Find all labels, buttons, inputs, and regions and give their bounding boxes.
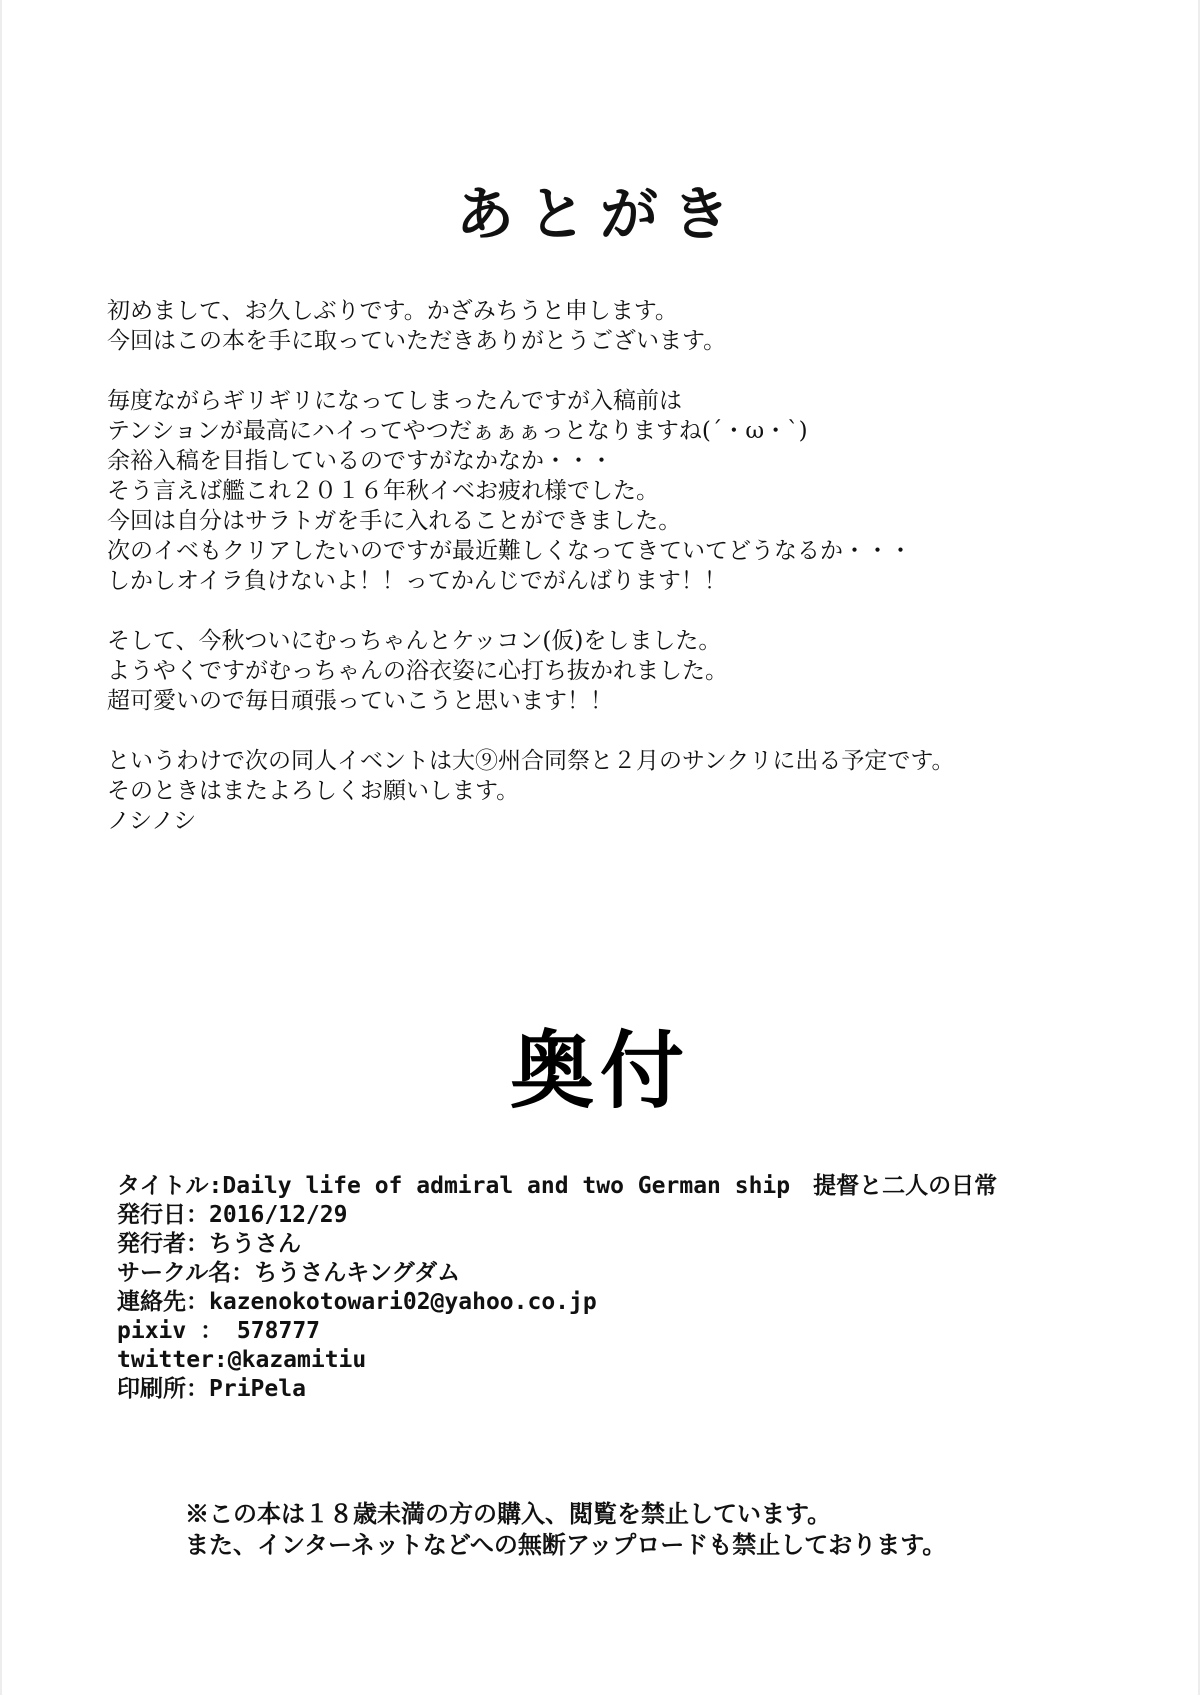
text-line: また、インターネットなどへの無断アップロードも禁止しております。 [185, 1530, 947, 1559]
text-line: 毎度ながらギリギリになってしまったんですが入稿前は [107, 388, 682, 414]
colophon-line-printer: 印刷所：PriPela [117, 1376, 306, 1402]
text-line: 超可愛いので毎日頑張っていこうと思います！！ [107, 688, 613, 714]
text-line: 今回は自分はサラトガを手に入れることができました。 [107, 508, 682, 534]
afterword-body [107, 296, 1107, 866]
afterword-paragraph [107, 386, 1107, 596]
age-restriction-notice [185, 1498, 1145, 1560]
text-line: しかしオイラ負けないよ！！ってかんじでがんばります！！ [107, 568, 727, 594]
colophon-line-contact: 連絡先：kazenokotowari02@yahoo.co.jp [117, 1289, 597, 1315]
text-line: というわけで次の同人イベントは大⑨州合同祭と２月のサンクリに出る予定です。 [107, 748, 955, 774]
colophon-line-pixiv: pixiv ： 578777 [117, 1318, 321, 1344]
text-line: 初めまして、お久しぶりです。かざみちうと申します。 [107, 298, 678, 324]
afterword-paragraph [107, 746, 1107, 836]
colophon-line-publish-date: 発行日：2016/12/29 [117, 1202, 348, 1228]
text-line: ※この本は１８歳未満の方の購入、閲覧を禁止しています。 [185, 1499, 832, 1528]
text-line: そのときはまたよろしくお願いします。 [107, 778, 520, 804]
colophon-line-circle: サークル名：ちうさんキングダム [117, 1260, 461, 1286]
colophon-line-publisher: 発行者：ちうさん [117, 1231, 301, 1257]
text-line: 次のイベもクリアしたいのですが最近難しくなってきていてどうなるか・・・ [107, 538, 912, 564]
colophon-line-title: タイトル:Daily life of admiral and two German ship 提督と二人の日常 [117, 1173, 998, 1199]
text-line: テンションが最高にハイってやつだぁぁぁっとなりますね(´・ω・`) [107, 418, 808, 444]
afterword-title: あとがき [455, 179, 744, 248]
colophon-title: 奥付 [509, 1022, 690, 1121]
afterword-paragraph [107, 626, 1107, 716]
text-line: 今回はこの本を手に取っていただきありがとうございます。 [107, 328, 727, 354]
afterword-paragraph [107, 296, 1107, 356]
text-line: ようやくですがむっちゃんの浴衣姿に心打ち抜かれました。 [107, 658, 728, 684]
text-line: ノシノシ [107, 808, 197, 834]
text-line: 余裕入稿を目指しているのですがなかなか・・・ [107, 448, 613, 474]
text-line: そう言えば艦これ２０１６年秋イベお疲れ様でした。 [107, 478, 659, 504]
colophon-info [117, 1172, 1117, 1404]
text-line: そして、今秋ついにむっちゃんとケッコン(仮)をしました。 [107, 628, 722, 654]
colophon-line-twitter: twitter:@kazamitiu [117, 1347, 367, 1373]
